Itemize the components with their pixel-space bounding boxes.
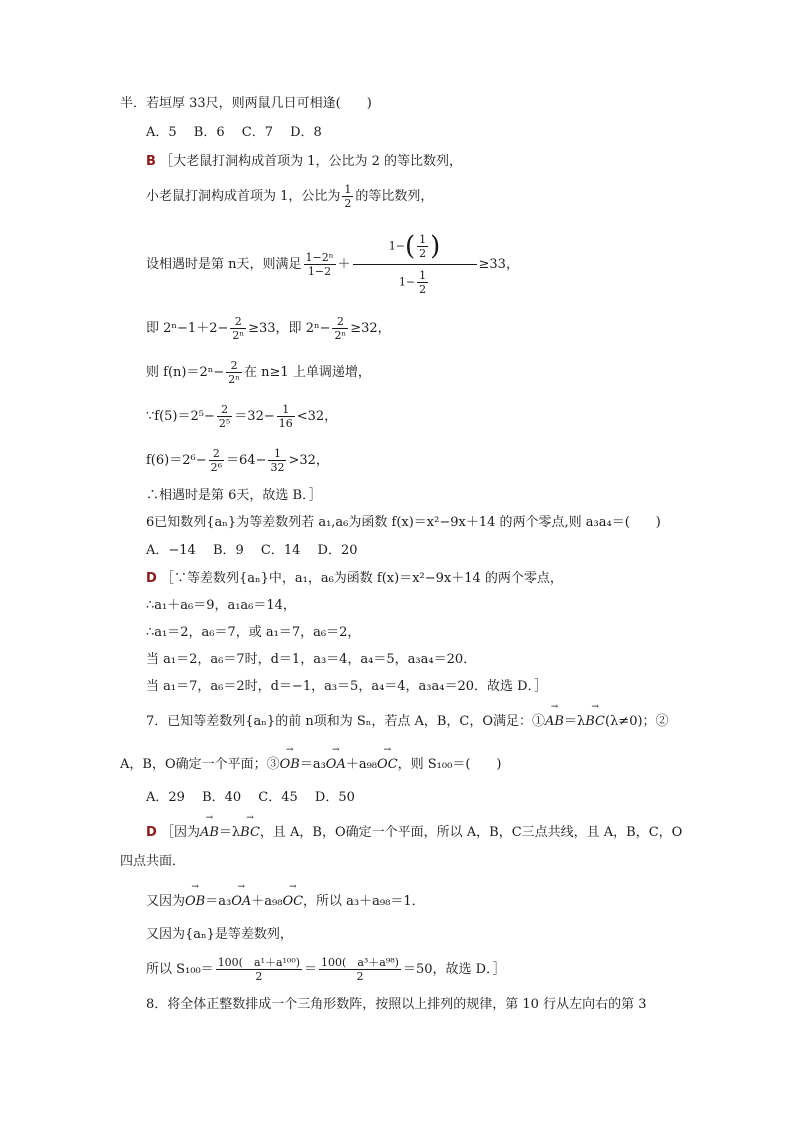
solution-line — [146, 153, 462, 171]
vector: → OA — [326, 756, 346, 774]
text: <32， — [296, 409, 338, 424]
question-line — [120, 756, 501, 774]
solution-line — [146, 313, 391, 345]
vector: → OC — [377, 756, 398, 774]
solution-line — [146, 570, 563, 588]
text: ＝a₃ — [299, 757, 326, 772]
text: 所以 S₁₀₀＝ — [146, 962, 214, 977]
fraction: $\frac{\text{100( a³＋a⁹⁸)}}{2}$ — [321, 956, 399, 983]
text: ≥33， — [478, 257, 519, 272]
fraction: $\frac{1}{2}$ — [344, 183, 352, 210]
vector: → AB — [200, 824, 219, 842]
solution-line — [146, 893, 425, 911]
question-line: 8．将全体正整数排成一个三角形数阵，按照以上排列的规律，第 10 行从左向右的第 3 — [146, 997, 647, 1012]
solution-line: ∴a₁＝2，a₆＝7，或 a₁＝7，a₆＝2， — [146, 625, 361, 640]
text: ，所以 a₃＋a₉₈＝1． — [303, 894, 425, 909]
text: 即 2ⁿ−1＋2− — [146, 321, 229, 336]
fraction: $\frac{2}{\text{2ⁿ}}$ — [228, 359, 241, 386]
text: 则 f(n)＝2ⁿ− — [146, 365, 225, 380]
fraction-compound: 1−( $\frac{1}{2}$ ) 1− $\frac{1}{2}$ — [353, 233, 477, 296]
question-line: 6已知数列{aₙ}为等差数列若 a₁,a₆为函数 f(x)＝x²−9x＋14 的两个零点,则 a₃a₄＝( ) — [146, 515, 661, 530]
fraction: $\frac{1}{32}$ — [270, 447, 285, 474]
text: ［∵等差数列{aₙ}中，a₁，a₆为函数 f(x)＝x²−9x＋14 的两个零点， — [160, 571, 563, 586]
text: ＝64− — [226, 453, 267, 468]
solution-line: 四点共面． — [120, 854, 186, 869]
text: ≥33，即 2ⁿ− — [248, 321, 331, 336]
text: 7．已知等差数列{aₙ}的前 n项和为 Sₙ，若点 A，B，C，O满足：① — [146, 714, 546, 729]
solution-line: 设相遇时是第 n天，则满足 $\frac{\text{1−2ⁿ}}{1-2}$ ＋ 1−( $\frac{1}{2}$ ) 1− $\frac{1}{2}$ ≥33， — [146, 231, 519, 296]
options-line: A．29 B．40 C．45 D．50 — [146, 790, 355, 805]
solution-line — [146, 357, 371, 389]
vector: → AB — [545, 713, 564, 731]
fraction: $\frac{\text{1−2ⁿ}}{1-2}$ — [305, 251, 334, 278]
text-line: 半．若垣厚 33尺，则两鼠几日可相逢( ) — [120, 96, 372, 111]
solution-line: 当 a₁＝2，a₆＝7时，d＝1，a₃＝4，a₄＝5，a₃a₄＝20． — [146, 652, 477, 667]
answer-label: B — [146, 154, 156, 169]
text: ＝λ — [218, 825, 241, 840]
options-line: A．−14 B．9 C．14 D．20 — [146, 543, 358, 558]
text: 小老鼠打洞构成首项为 1，公比为 — [146, 189, 341, 204]
options-line: A．5 B．6 C．7 D．8 — [146, 125, 322, 140]
text: ＋a₉₈ — [345, 757, 378, 772]
text: >32， — [288, 453, 329, 468]
vector: → OA — [231, 893, 251, 911]
text: ＝λ — [564, 714, 586, 729]
text: ［大老鼠打洞构成首项为 1，公比为 2 的等比数列， — [160, 154, 463, 169]
text: A，B，O确定一个平面；③ — [120, 757, 280, 772]
solution-line: 又因为{aₙ}是等差数列， — [146, 927, 293, 942]
vector: → BC — [240, 824, 260, 842]
vector: → OC — [282, 893, 303, 911]
text: 设相遇时是第 n天，则满足 — [146, 257, 302, 272]
text: 在 n≥1 上单调递增， — [244, 365, 371, 380]
solution-line — [146, 182, 433, 212]
text: ＝50，故选 D．］ — [402, 962, 506, 977]
solution-line: 当 a₁＝7，a₆＝2时，d＝−1，a₃＝5，a₄＝4，a₃a₄＝20．故选 D．］ — [146, 679, 548, 694]
answer-label: D — [146, 571, 157, 586]
question-line — [146, 713, 669, 731]
text: ＋a₉₈ — [251, 894, 283, 909]
text: (λ≠0)；② — [605, 714, 669, 729]
fraction: $\frac{2}{\text{2ⁿ}}$ — [334, 315, 347, 342]
text: ＝ — [304, 962, 318, 977]
solution-line — [146, 445, 329, 477]
fraction: $\frac{2}{\text{2⁶}}$ — [210, 447, 223, 474]
fraction: $\frac{2}{\text{2ⁿ}}$ — [232, 315, 245, 342]
vector: → OB — [185, 893, 205, 911]
text: ≥32， — [350, 321, 391, 336]
text: 又因为 — [146, 894, 186, 909]
solution-line: ∴a₁＋a₆＝9，a₁a₆＝14， — [146, 598, 296, 613]
vector: → OB — [280, 756, 300, 774]
fraction: $\frac{2}{\text{2⁵}}$ — [218, 403, 231, 430]
solution-line — [146, 824, 682, 842]
text: ［因为 — [160, 825, 200, 840]
solution-line — [146, 952, 506, 988]
text: ，则 S₁₀₀＝( ) — [397, 757, 502, 772]
fraction: $\frac{1}{16}$ — [278, 403, 293, 430]
text: f(6)＝2⁶− — [146, 453, 207, 468]
text: ＝a₃ — [205, 894, 232, 909]
text: ＝32− — [234, 409, 275, 424]
text: ∵f(5)＝2⁵− — [146, 409, 215, 424]
vector: → BC — [585, 713, 605, 731]
text: ，且 A，B，O确定一个平面，所以 A，B，C三点共线，且 A，B，C，O — [259, 825, 683, 840]
fraction: $\frac{\text{100( a¹＋a¹⁰⁰)}}{2}$ — [217, 956, 301, 983]
answer-label: D — [146, 825, 157, 840]
solution-line — [146, 401, 337, 433]
text: 的等比数列， — [355, 189, 434, 204]
solution-line: ∴相遇时是第 6天，故选 B．］ — [146, 488, 322, 503]
